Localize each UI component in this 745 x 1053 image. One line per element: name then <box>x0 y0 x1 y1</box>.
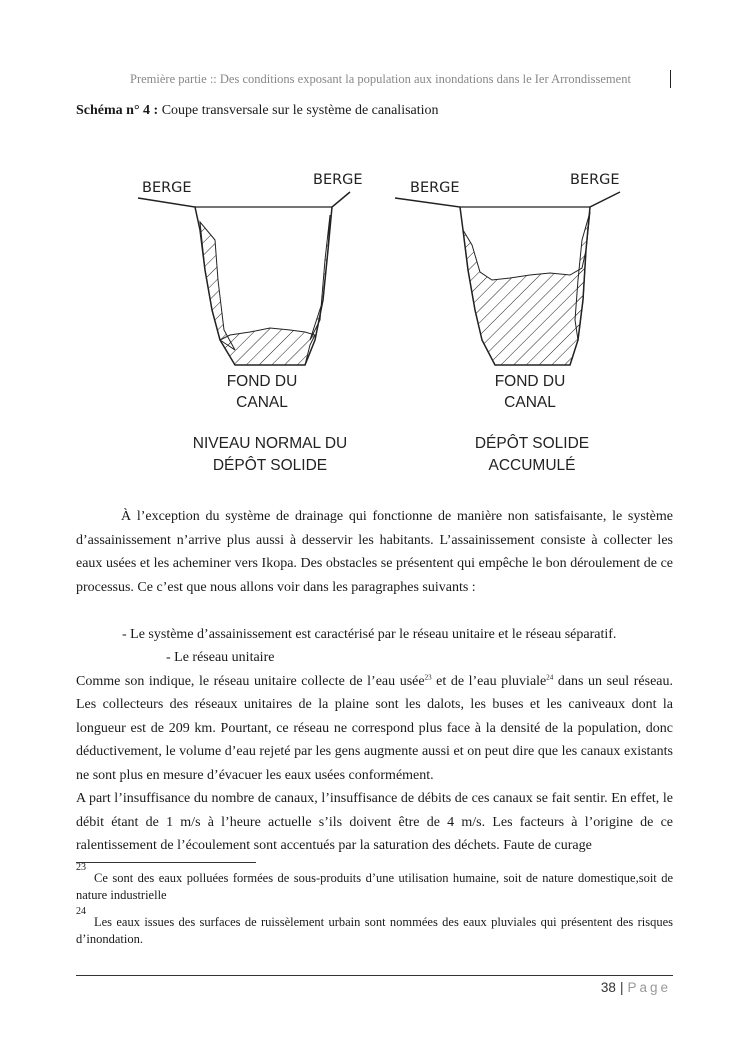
caption-label: Schéma n° 4 : <box>76 103 159 118</box>
p2-text-a: Comme son indique, le réseau unitaire collecte de l’eau usée <box>76 673 425 689</box>
footnote-number: 24 <box>76 906 86 917</box>
left-berge-left-label: BERGE <box>142 180 192 196</box>
right-deposit-fill <box>463 230 586 365</box>
right-berge-left-label: BERGE <box>410 180 460 196</box>
caption-text: Coupe transversale sur le système de canalisation <box>158 103 439 118</box>
footnote-23 <box>76 862 673 904</box>
right-fond-label-line2: CANAL <box>504 394 556 411</box>
running-header: Première partie :: Des conditions exposant la population aux inondations dans le Ier Arrondissement <box>130 72 631 86</box>
page-separator: | <box>619 980 624 995</box>
canal-right <box>395 172 620 474</box>
right-fond-label-line1: FOND DU <box>494 373 566 390</box>
canal-cross-section-diagram <box>120 160 640 490</box>
left-fond-label-line1: FOND DU <box>226 373 298 390</box>
footnotes <box>76 862 673 958</box>
body-text <box>76 505 673 858</box>
paragraph-insuffisance: A part l’insuffisance du nombre de canaux, l’insuffisance de débits de ces canaux se fait sentir. En effet, le débit étant de 1 m/s à l’heure actuelle s’ils doivent être de 4 m/s. Les facteurs à l’origine de ce ralentissement de l’écoulement sont accentués par la saturation des déchets. Faute de curage <box>76 791 673 853</box>
header-divider <box>670 70 671 88</box>
p2-text-b: et de l’eau pluviale <box>431 673 547 689</box>
figure-caption <box>76 103 439 119</box>
right-berge-right-label: BERGE <box>570 172 620 188</box>
right-title-line1: DÉPÔT SOLIDE <box>474 435 590 452</box>
paragraph-intro: À l’exception du système de drainage qui fonctionne de manière non satisfaisante, le système d’assainissement n’arrive plus aussi à desservir les habitants. L’assainissement consiste à collecter les eaux usées et les acheminer vers Ikopa. Des obstacles se présentent qui empêche le bon déroulement de ce processus. Ce c’est que nous allons voir dans les paragraphes suivants : <box>76 509 673 595</box>
left-berge-right-label: BERGE <box>313 172 363 188</box>
canal-left <box>138 172 363 474</box>
page-footer <box>601 980 671 995</box>
left-title-line1: NIVEAU NORMAL DU <box>192 435 348 452</box>
footnote-divider <box>76 862 256 863</box>
footnote-number: 23 <box>76 862 86 873</box>
p2-text-c: dans un seul réseau. Les collecteurs des réseaux unitaires de la plaine sont les dalots, les buses et les caniveaux dont la longueur est de 209 km. Pourtant, ce réseau ne correspond plus face à la densité de la population, donc déductivement, le volume d’eau rejeté par les gens augmente aussi et on peut dire que les canaux existants ne sont plus en mesure d’évacuer les eaux usées conformément. <box>76 673 673 783</box>
left-deposit-left-wall <box>200 222 235 350</box>
footnote-24 <box>76 906 673 948</box>
blank-line <box>76 599 673 623</box>
footnote-text: Les eaux issues des surfaces de ruissèlement urbain sont nommées des eaux pluviales qui présentent des risques d’inondation. <box>76 915 673 946</box>
footnote-ref-24[interactable]: 24 <box>546 672 554 681</box>
left-deposit-right-wall <box>310 215 330 340</box>
paragraph-reseau-unitaire <box>76 670 673 788</box>
page-number: 38 <box>600 980 616 995</box>
page-word: Page <box>627 980 671 995</box>
bullet-reseau-unitaire: - Le réseau unitaire <box>166 650 275 665</box>
right-title-line2: ACCUMULÉ <box>488 457 576 474</box>
footer-divider <box>76 975 673 976</box>
footnote-ref-23[interactable]: 23 <box>424 672 432 681</box>
left-title-line2: DÉPÔT SOLIDE <box>212 457 328 474</box>
footnote-text: Ce sont des eaux polluées formées de sous-produits d’une utilisation humaine, soit de nature domestique,soit de nature industrielle <box>76 871 673 902</box>
bullet-assainissement: - Le système d’assainissement est caractérisé par le réseau unitaire et le réseau séparatif. <box>122 626 617 642</box>
left-deposit-bottom <box>220 328 315 365</box>
left-fond-label-line2: CANAL <box>236 394 288 411</box>
